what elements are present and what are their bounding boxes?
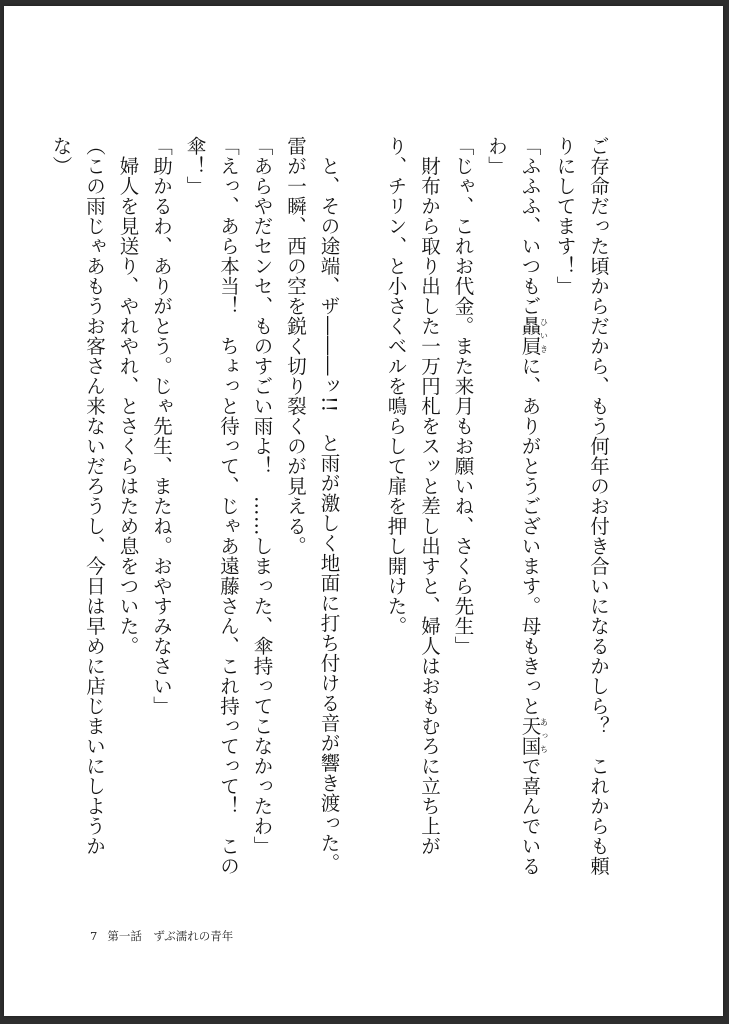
paragraph-2 bbox=[480, 136, 549, 876]
paragraph-3: 「じゃ、これお代金。また来月もお願いね、さくら先生」 bbox=[451, 136, 475, 656]
book-page bbox=[4, 6, 723, 1016]
paragraph-8: 「助かるわ、ありがとう。じゃ先生、またね。おやすみなさい」 bbox=[150, 136, 173, 716]
ruby-acchi bbox=[518, 716, 549, 756]
paragraph-10: （この雨じゃあもうお客さん来ないだろうし、今日は早めに店じまいにしようかな） bbox=[49, 136, 106, 856]
paragraph-1: ご存命だった頃からだから、もう何年のお付き合いになるかしら？ これからも頼りにしてます！」 bbox=[553, 136, 610, 876]
paragraph-9: 婦人を見送り、やれやれ、とさくらはため息をついた。 bbox=[116, 155, 140, 656]
ruby-base-hiiki: 贔屓 bbox=[518, 316, 542, 356]
chapter-title: 第一話 ずぶ濡れの青年 bbox=[107, 929, 234, 943]
page-body-text bbox=[44, 136, 615, 876]
paragraph-5: と、その途端、ザ―――ッ!! と雨が激しく地面に打ち付ける音が響き渡った。雷が一瞬、西の空を鋭く切り裂くのが見える。 bbox=[284, 136, 341, 873]
ruby-reading-acchi: あっち bbox=[539, 716, 549, 756]
paragraph-2-part-c: で喜んでいるわ」 bbox=[485, 136, 542, 876]
paragraph-6: 「あらやだセンセ、ものすごい雨よ！ ……しまった、傘持ってこなかったわ」 bbox=[250, 136, 274, 856]
page-number: 7 bbox=[90, 929, 98, 943]
paragraph-7: 「えっ、あら本当！ ちょっと待って、じゃあ遠藤さん、これ持ってって！ この傘！」 bbox=[183, 136, 240, 876]
ruby-reading-hiiki: ひいき bbox=[539, 316, 549, 356]
ruby-base-tengoku: 天国 bbox=[518, 716, 542, 756]
paragraph-2-part-b: に、ありがとうございます。母もきっと bbox=[518, 356, 542, 716]
page-footer bbox=[90, 928, 233, 944]
blank-line bbox=[346, 136, 380, 876]
paragraph-2-part-a: 「ふふふ、いつもご bbox=[518, 136, 542, 316]
paragraph-4: 財布から取り出した一万円札をスッと差し出すと、婦人はおもむろに立ち上がり、チリン、と小さくベルを鳴らして扉を押し開けた。 bbox=[384, 136, 441, 856]
ruby-hiiki bbox=[518, 316, 549, 356]
